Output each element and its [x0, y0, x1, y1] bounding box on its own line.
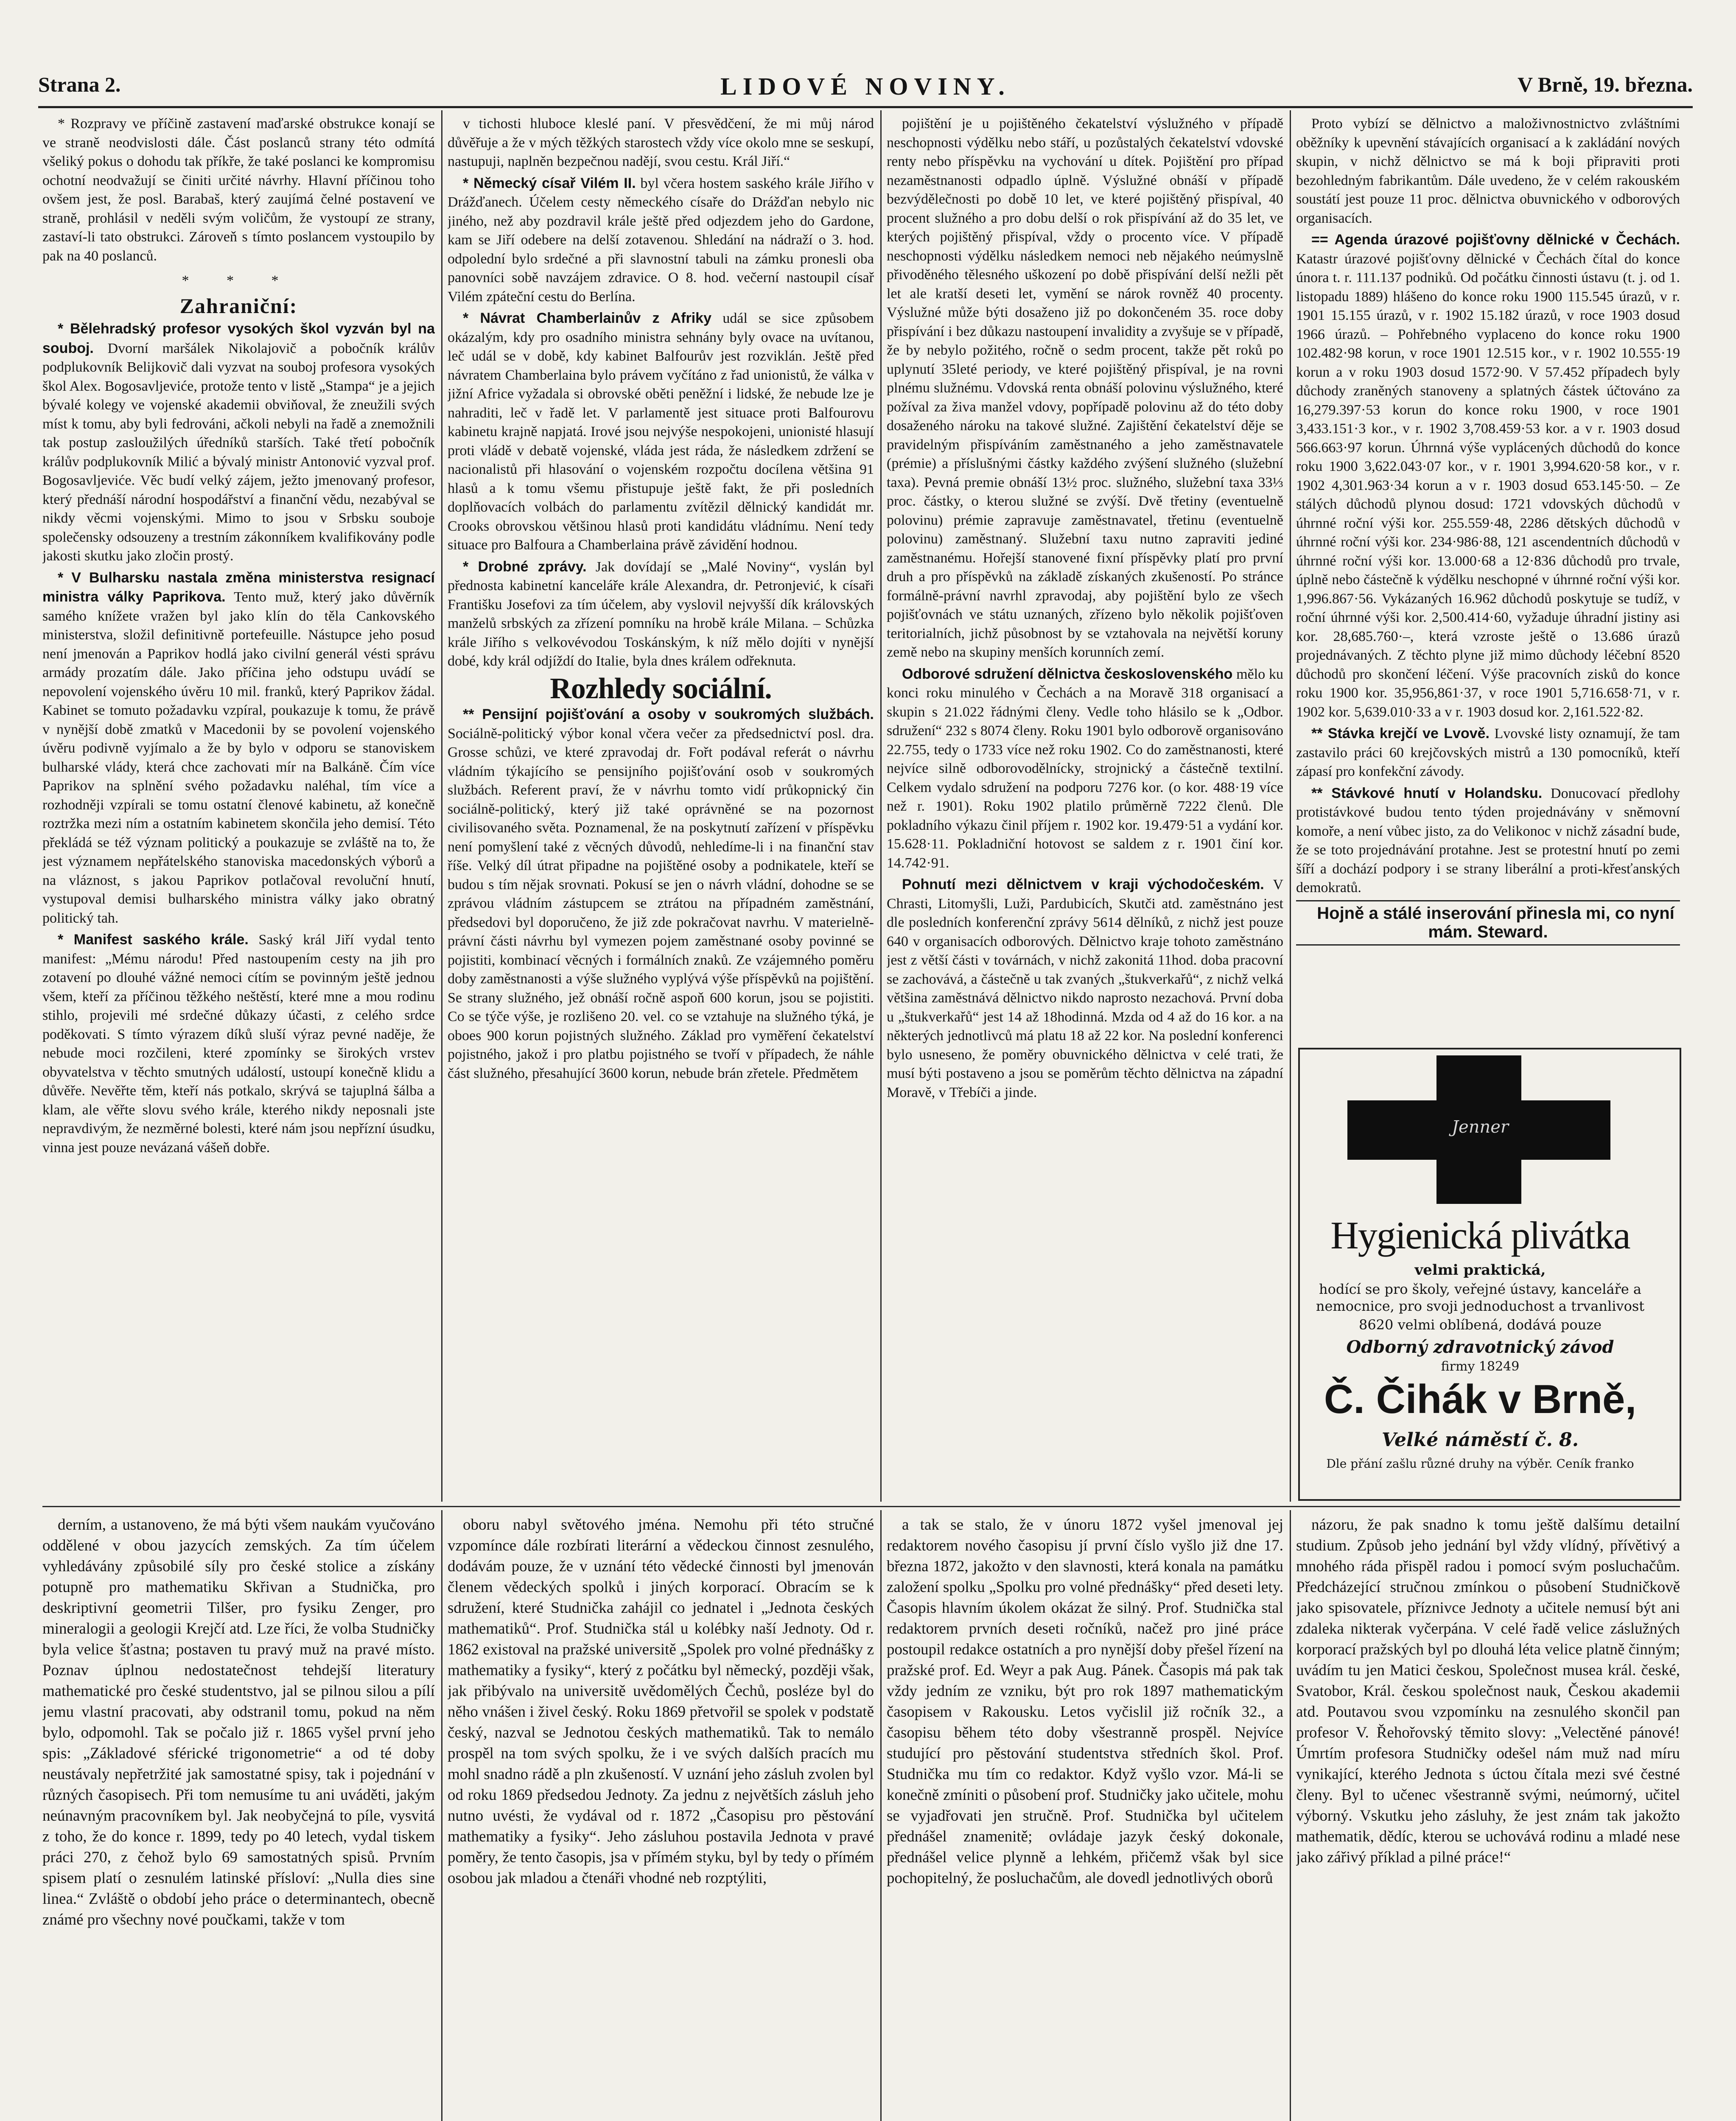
- article-heading: Pohnutí mezi dělnictvem v kraji východočeském.: [902, 876, 1264, 893]
- feuilleton-text: derním, a ustanoveno, že má býti všem naukám vyučováno oddělené v obou jazycích zemských. Za tím účelem vyhledávány způsobilé síly pro české stolice a získány potupně pro mathematiku Skřivan a Studnička, pro deskriptivní geometrii Tilšer, pro fysiku Zenger, pro mineralogii a geologii Krejčí atd. Lze říci, že volba Studničky byla velice šťastna; postaven tu pravý muž na pravé místo. Poznav úplnou nedostatečnost tehdejší literatury mathematické pro české studentstvo, jal se pilnou silou a pílí jemu vlastní pracovati, aby odstranil tomu, pokud na něm bylo, odpomohl. Tak se počalo již r. 1865 vyšel první jeho spis: „Základové sférické trigonometrie“ a od té doby neustávaly nepřetržité jak samostatné spisy, tak i pojednání v různých časopisech. Při tom nemusíme tu ani uváděti, jakým neúnavným pracovníkem byl. Jak neobyčejná to píle, vysvitá z toho, že do konce r. 1899, tedy po 40 letech, vydal tiskem práci 270, z čehož bylo 69 samostatných spisů. Prvním spisem platí o zesnulém latinské přísloví: „Nulla dies sine linea.“ Zvláště o období jeho práce o determinantech, obecně známé pro všechny nové poučkami, takže v tom: [42, 1516, 435, 1928]
- article-body: Saský král Jiří vydal tento manifest: „Mému národu! Před nastoupením cesty na jih pro zotavení po dlouhé vážné nemoci cítím se povinným ještě jednou všem, kteří za příčinou těžkého neštěstí, které mne a mou rodinu stihlo, projevili mé srdečné důkazy účasti, z celého srdce poděkovati. S tímto výrazem díků sluší výraz pevné naděje, že nebude moci rozčileni, které zpomínky se širokých vrstev obyvatelstva v těchto smutných událostí, ustoupí konečně klidu a důvěře. Nevěřte těm, kteří nás potkalo, skrývá se tajuplná šálba a klam, ale věřte slovu svého krále, kterého nikdy neposnali jste nepravdivým, že nezměrné bolesti, které nám jsou nepřízní úsudku, vinna jest pouze nevázaná vášeň dobře.: [42, 932, 435, 1156]
- article-heading: ** Stávka krejčí ve Lvově.: [1311, 725, 1490, 742]
- article-heading: == Agenda úrazové pojišťovny dělnické v Čechách.: [1311, 232, 1680, 248]
- article-pension-cont: pojištění je u pojištěného čekatelství výslužného v případě neschopnosti výdělku nebo stáří, u pozůstalých čekatelství vdovské renty nebo příspěvku na vychování u dítek. Pojištění pro případ nezaměstnanosti odpadlo úplně. Výslužné obnáší v případě bezvýdělečnosti po době 10 let, ve které pojištěný přispíval, 40 procent služného a pro dobu delší o rok přispívání až do 35 let, ve kterých pojištěný přispíval, vždy o procento více. V případě neschopnosti výdělku následkem nemoci neb nějakého neúmyslně přivoděného tělesného uškození po době přispívání delší nežli pět let ale kratší deseti let, vymění se nárok rovněž 40 procenty. Výslužné může býti dosaženo již po dokončeném 35. roce doby přispívání i bez důkazu nastoupení invalidity a zvyšuje se v případě, že by nebylo požitého, ročně o sedm procent, takže pět roků po uplynutí 35leté periody, ve které pojištěný přispíval, je na rovni plnému služnému. Vdovská renta obnáší polovinu výslužného, které požíval za živa manžel vdovy, popřípadě polovinu až do této doby dosaženého nároku na takové služné. Zajištění čekatelství děje se pravidelným přispíváním zaměstnaného a jeho zaměstnavatele (prémie) a příslušnými částky každého zvýšení služného (služební taxa). Pevná premie obnáší 13½ proc. služného, služební taxa 33⅓ proc. částky, o kterou služné se zvýší. Dvě třetiny (eventuelně polovinu) prémie zapravuje zaměstnavatel, třetinu (eventuelně polovinu) zaměstnaný. Služební taxu nutno zapraviti jediné zaměstnanému. Hořejší stanovené fixní příspěvky platí pro první druh a pro příspěvků na základě získaných zkušeností. Po stránce formálně-právní navrhl zpravodaj, aby pojištění bylo ze všech pojišťovnách ve státu uznaných, zřízeno bylo několik pojišťoven teritorialních, jichž působnost by se vztahovala na největší koruny země nebo na skupiny menších korunních zemí.: [887, 116, 1283, 660]
- article-lviv-strike: [1296, 724, 1680, 781]
- advert-line: 8620 velmi oblíbená, dodává pouze: [1358, 1317, 1602, 1333]
- column-rule: [880, 110, 882, 1502]
- advert-line: velmi praktická,: [1414, 1262, 1546, 1279]
- article-accident-insurance: [1296, 230, 1680, 722]
- advert-line: firmy 18249: [1441, 1359, 1520, 1374]
- advert-firm: Č. Čihák v Brně,: [1324, 1377, 1637, 1422]
- article-chamberlain: [448, 309, 874, 555]
- advert-line: hodící se pro školy, veřejné ústavy, kanceláře a nemocnice, pro svoji jednoduchost a trvanlivost: [1316, 1281, 1645, 1314]
- advert-spittoon: [1298, 1048, 1681, 1501]
- feuilleton-text: názoru, že pak snadno k tomu ještě dalšímu detailní studium. Způsob jeho jednání byl vždy vlídný, přívětivý a mnohého ráda přispěl radou i pomocí svým posluchačům. Předcházející stručnou zmínkou o působení Studničkově jako spisovatele, příznivce Jednoty a učitele nemusí být ani zdaleka nikterak vyčerpána. V celé řadě velice záslužných korporací pražských byl po dlouhá léta velice platně činným; uvádím tu jen Matici českou, Společnost musea král. české, Svatobor, Král. českou společnost nauk, Českou akademii atd. Poutavou svou vzpomínku na zesnulého skončil pan profesor V. Řehořovský těmito slovy: „Velectěné pánové! Úmrtím profesora Studničky odešel nám muž nad míru vynikající, kterého Jednota s úctou čítala mezi své čestné členy. Byl to učenec všestranně svými, neúmorný, učitel výborný. Vskutku jeho zásluhy, že jest znám tak jakožto mathematik, dědíc, kterou se uchovává rodinu a mladé nese jako zářivý příklad a pilné práce!“: [1296, 1516, 1680, 1866]
- column-rule: [441, 1510, 442, 2121]
- column-rule: [441, 110, 442, 1502]
- article-body: Dvorní maršálek Nikolajovič a pobočník králův podplukovník Belijkovič dali vyzvat na souboj profesora vysokých škol Alex. Bogosavljeviće, protože tento v listě „Stampa“ je a jejich bývalé kolegy ve vojenské akademii obviňoval, že zneužili svých míst k tomu, aby byli fedrováni, ačkoli nebyli na řadě a znemožnili tak postup zasloužilých úředníků starších. Také třetí pobočník králův podplukovník Milić a bývalý ministr Antonović vyzval prof. Bogosavljeviće. Věc budí velký zájem, ježto jmenovaný profesor, který přednáší národní hospodářství a finanční vědu, nezabýval se nikdy věcmi vojenskými. Mimo to jsou v Srbsku souboje společensky odsouzeny a trestním zákonníkem kvalifikovány podle jakosti skutku jako zločin prostý.: [42, 340, 435, 564]
- article-body: Sociálně-politický výbor konal včera večer za předsednictví posl. dra. Grosse schůzi, ve které zpravodaj dr. Fořt podával referát o návrhu vládním týkajícího se pensijního pojišťování osob v soukromých službách. Referent praví, že v návrhu tomto vidí průkopnický čin sociálně-politický, který již také oprávněné se na pozornost civilisovaného světa. Poznamenal, že na poskytnutí zařízení v příspěvku není pomyšlení také z věcných důvodů, nehledíme-li i na finanční stav říše. Velký díl útrat připadne na pojištěné osoby a podnikatele, kteří se budou s tím nějak srovnati. Pokusí se jen o návrh vládní, dohodne se se zprávou vládním zástupcem se ztrátou na případném zaměstnání, předsedovi byl doporučeno, že již zde pokračovat navrhu. V materielně-právní části návrhu byl vymezen pojem zaměstnané osoby povinné se pojistiti, kombinací věcných i formálních znaků. Ze vzájemného poměru doby zaměstnanosti a výše služného vyplývá výše příspěvků na pojištění. Se strany služného, jež obnáší ročně aspoň 600 korun, jsou se pojistiti. Co se týče výše, je rozlišeno 20. vel. co se vztahuje na služného týká, je oboes 900 korun pojistných služného. Základ pro vyměření čekatelství pojistného, jakož i pro platbu pojistného se tvoří v případech, že náhle část služného, přesahující 3600 korun, nebude brán zřetele. Předmětem: [448, 725, 874, 1081]
- article-body: Donucovací předlohy protistávkové budou tento týden projednávány v sněmovní komoře, a není vůbec jisto, za do Velikonoc v nichž zásadní bude, že se toto projednávání protahne. Jest se protestní hnutí po zemi šíří a dochází podpory i se strany liberální a proti-křesťanských demokratů.: [1296, 785, 1680, 895]
- bottom-column-1: [42, 1514, 435, 2121]
- article-body: mělo ku konci roku minulého v Čechách a na Moravě 318 organisací a skupin s 21.022 řádnými členy. Vedle toho hlásilo se k „Odbor. sdružení“ 232 s 8074 členy. Roku 1901 bylo odborově organisováno 22.755, tedy o 1733 více než roku 1902. Co do zaměstnanosti, které nejvíce silně odborovodělnícky, strojnický a částečně textilní. Celkem vydalo sdružení na podporu 7276 kor. (o kor. 488·19 více než r. 1901). Roku 1902 platilo průměrně 7222 členů. Dle pokladního výkazu činil příjem r. 1902 kor. 19.479·51 a vydání kor. 15.628·11. Pokladniční hotovost se saldem z r. 1901 činí kor. 14.742·91.: [887, 666, 1283, 871]
- advert-brand-mark: Jenner: [1451, 1117, 1509, 1137]
- column-3: [887, 115, 1283, 1497]
- feuilleton-text: a tak se stalo, že v únoru 1872 vyšel jmenoval jej redaktorem nového časopisu jí první číslo vyšlo již dne 17. března 1872, jakožto v den slavnosti, která konala na památku založení spolku „Spolku pro volné přednášky“ před deseti lety. Časopis hlavním úkolem okázat že silný. Prof. Studnička stal redaktorem prvních deseti ročníků, načež pro jiné práce postoupil redakce ostatních a pro nynější doby přešel řízení na pražské prof. Ed. Weyr a pak Aug. Pánek. Časopis má pak tak vždy jedním ze vzniku, být pro rok 1897 mathematickým časopisem v Rakousku. Letos vyčislil již ročník 32., a časopisu během této doby všestranně prospěl. Nejvíce studující pro pěstování studentstva středních škol. Prof. Studnička mu tím co redaktor. Když vyšlo vzor. Má-li se konečně zmíniti o působení prof. Studničky jako učitele, mohu se vyjadřovati jen stručně. Prof. Studnička byl učitelem přednášel znamenitě; ovládaje jazyk český dokonale, přednášel velice plynně a lehkém, přičemž však byl sice pochopitelný, že posluchačům, ale dovedl jednotlivých oborů: [887, 1516, 1283, 1887]
- article-holland-strike: [1296, 784, 1680, 898]
- column-rule: [880, 1510, 882, 2121]
- article-heading: * Bělehradský profesor vysokých škol vyzván byl na souboj.: [42, 321, 435, 356]
- advert-slogan: Hojně a stálé inserování přinesla mi, co nyní mám. Steward.: [1296, 900, 1680, 946]
- advert-footer: Dle přání zašlu různé druhy na výběr. Ceník franko: [1326, 1457, 1634, 1471]
- section-divider-line: [42, 1506, 1680, 1507]
- article-east-bohemia: [887, 875, 1283, 1102]
- article-heading: * Návrat Chamberlainův z Afriky: [463, 310, 711, 326]
- article-saxon-manifest: [42, 930, 435, 1157]
- article-pension: [448, 705, 874, 1083]
- article-short-news: [448, 557, 874, 671]
- section-heading-foreign: Zahraniční:: [179, 294, 298, 318]
- article-bulgaria: [42, 568, 435, 928]
- article-heading: * Drobné zprávy.: [463, 558, 587, 575]
- feuilleton-text: oboru nabyl světového jména. Nemohu při této stručné vzpomínce dále rozbírati literární a vědeckou činnost zesnulého, dodávám pouze, že v uznání této vědecké činnosti byl jmenován členem vědeckých spolků i jiných korporací. Obracím se k sdružení, které Studnička zahájil co jednatel i „Jednota českých mathematiků“. Prof. Studnička stál u kolébky naší Jednoty. Od r. 1862 existoval na pražské universitě „Spolek pro volné přednášky z mathematiky a fysiky“, který z počátku byl německý, později však, jak přibývalo na universitě uvědomělých Čechů, posléze byl do něho vnášen i živel český. Roku 1869 přetvořil se spolek v podstatě český, nazval se Jednotou českých mathematiků. Tak to nemálo prospěl na tom svých spolku, že i ve svých dalších pracích mu mohl snadno rádě a pln zkušeností. V uznání jeho zásluh zvolen byl od roku 1869 předsedou Jednoty. Za jednu z největších zásluh jeho nutno uvésti, že vydával od r. 1872 „Časopisu pro pěstování mathematiky a fysiky“. Jeho zásluhou postavila Jednota v pravé poměry, že tento časopis, jsa v přímém styku, byl by tedy o přímém osobou jak mladou a čtenáři vhodné neb rozptýliti,: [448, 1516, 874, 1887]
- article-body: Jak dovídají se „Malé Noviny“, vyslán byl přednosta kabinetní kanceláře krále Alexandra, dr. Petronjević, k císaři Františku Josefovi za tím účelem, aby vyslovil nejvyšší dík královských manželů srbských za zřízení pomníku na hrobě krále Milana. – Schůzka krále Jiřího s velkovévodou Toskánským, k níž mělo dojíti v nynější dobé, kdy král odjíždí do Italie, byla dnes králem odřeknuta.: [448, 559, 874, 669]
- issue-date: V Brně, 19. března.: [1518, 73, 1693, 96]
- column-rule: [1290, 1510, 1291, 2121]
- page-header: [38, 68, 1693, 108]
- article-body: byl včera hostem saského krále Jiřího v Drážďanech. Účelem cesty německého císaře do Drážďan nebylo nic jiného, než aby pozdravil krále ještě před odjezdem jeho do Gardone, kam se Jiří odebere na delší zotavenou. Shledání na nádraží o 3. hod. odpolední bylo srdečné a při slavnostní tabuli na zámku pronesli oba panovníci sobě navzájem zdravice. O 8. hod. večerní nastoupil císař Vilém zpáteční cestu do Berlína.: [448, 175, 874, 305]
- article-body: Lvovské listy oznamují, že tam zastavilo práci 60 krejčovských mistrů a 130 pomocníků, kteří zápasí pro konfekční závody.: [1296, 726, 1680, 779]
- article-kaiser: [448, 174, 874, 307]
- page-number: Strana 2.: [38, 73, 121, 96]
- article-union: [887, 665, 1283, 873]
- section-heading-social: Rozhledy sociální.: [550, 672, 772, 705]
- article-shoemakers: Proto vybízí se dělnictvo a maloživnostnictvo zvláštními oběžníky k upevnění stávajících organisací a k zakládání nových skupin, v nichž dělnictvo se má k boji připraviti proti bezohledným fabrikantům. Dále uvedeno, že v celém rakouském soustátí jest pouze 11 proc. dělnictva obuvnického v odborových organisacích.: [1296, 116, 1680, 226]
- advert-headline: Hygienická plivátka: [1330, 1214, 1630, 1257]
- article-body: Katastr úrazové pojišťovny dělnické v Čechách čítal do konce února t. r. 111.137 podniků. Od počátku činnosti ústavu (t. j. od 1. listopadu 1889) hlášeno do konce roku 1900 115.545 úrazů, v r. 1901 15.155 úrazů, v r. 1902 15.182 úrazů, v roce 1903 dosud 1966 úrazů. – Pohřebného vyplaceno do konce roku 1900 102.482·98 korun, v roce 1901 12.515 kor., v r. 1902 10.555·19 korun a v roku 1903 dosud 1572·90. V 57.452 případech byly důchody zraněných stanoveny a splatných částek účtováno za 16,279.397·53 korun do konce roku 1900, v roce 1901 3,433.151·3 kor., v r. 1902 3,708.459·53 kor. a v r. 1903 dosud 566.663·97 korun. Úhrnná výše vyplácených důchodů do konce roku 1900 3,622.043·07 kor., v r. 1901 3,994.620·58 kor., v r. 1902 4,301.963·34 korun a v r. 1903 dosud 653.145·50. – Ze stálých důchodů plynou dosud: 1721 vdovských důchodů v úhrnné roční výši kor. 255.559·48, 2286 dětských důchodů v úhrnné roční výši kor. 234·986·88, 121 ascendentních důchodů v úhrnné roční výši kor. 13.000·68 a 12·836 důchodů pro trvale, úplně nebo částečně k výdělku neschopné v úhrnné roční výši kor. 1,996.867·56. Vykázaných 16.962 důchodů poskytuje se tudíž, v roční úhrnné výši kor. 2,500.414·60, vyžaduje úhradní jistiny asi kor. 28,685.760·–, která vzroste ještě o 13.686 úrazů projednávaných. Z těchto plyne již mimo důchody léčební 8520 důchodů pro skončení léčení. Výše pracovních zisků do konce roku 1900 kor. 35,956,861·37, v roce 1901 5,716.658·71, v r. 1902 kor. 5,639.010·33 a v r. 1903 dosud kor. 2,161.522·82.: [1296, 251, 1680, 720]
- article-heading: * Manifest saského krále.: [58, 932, 249, 948]
- article-heading: ** Stávkové hnutí v Holandsku.: [1311, 785, 1543, 801]
- bottom-column-4: [1296, 1514, 1680, 2121]
- masthead-title: LIDOVÉ NOVINY.: [720, 73, 1011, 100]
- column-2: [448, 115, 874, 1497]
- article-heading: ** Pensijní pojišťování a osoby v soukromých službách.: [463, 706, 874, 722]
- bottom-column-2: [448, 1514, 874, 2121]
- article-saxon-manifest-cont: v tichosti hluboce kleslé paní. V přesvědčení, že mi můj národ důvěřuje a že v mých těžkých starostech vždy více okolo mne se seskupí, nastupuji, naplněn bezpečnou nadějí, svou cestu. Král Jiří.“: [448, 116, 874, 169]
- article-heading: Odborové sdružení dělnictva československého: [902, 666, 1233, 682]
- article-belgrade: [42, 319, 435, 566]
- bottom-column-3: [887, 1514, 1283, 2121]
- section-divider: * * *: [182, 273, 296, 288]
- article-body: Tento muž, který jako důvěrník samého knížete vražen byl jako klín do těla Cankovského ministerstva, složil definitivně portefeuille. Nástupce jeho posud není jmenován a Paprikov hodlá jako civilní generál vésti správu armády prozatím dále. Jako příčina jeho odstupu uvádí se nepovolení vojenského úvěru 10 mil. franků, který Paprikov žádal. Kabinet se tomuto požadavku vzpíral, poukazuje k tomu, že právě v nynější době zmatků v Macedonii by se povolení vojenského úvěru podivně vyjímalo a že by bylo v odporu se stanoviskem bulharské vlády, která chce zachovati mír na Balkáně. Čím více Paprikov na splnění svého požadavku naléhal, tím více a rozhodněji vzpírali se tomu ostatní členové kabinetu, až konečně roztržka mezi ním a ostatním kabinetem skončila jeho demisí. Této překládá se též význam politický a poukazuje se zvláště na to, že jest významem nepřátelského stanoviska macedonských výborů a na vláznost, s jakou Paprikov potlačoval revoluční hnutí, vystupoval demisi bulharského ministra války jako obratný politický tah.: [42, 589, 435, 926]
- article-body: V Chrasti, Litomyšli, Luži, Pardubicích, Skutči atd. zaměstnáno jest dle posledních konferenční zprávy 5614 dělníků, z nichž jest pouze 640 v organisacích odborových. Dělnictvo kraje tohoto zaměstnáno jest z větší části v továrnách, v nichž zakonitá 11hod. doba pracovní se zachovává, a částečně u tak zvaných „štukverkařů“, z nichž velká většina zaměstnává dělnictvo nikdo naprosto nezachová. První doba u „štukverkařů“ jest 14 až 18hodinná. Mzda od 4 až do 16 kor. a na některých jednotlivců má platu 18 až 22 kor. Na poslední konferenci bylo usneseno, že poměry obuvnického dělnictva v celé trati, že musí býti postaveno a jsou se poměrům těchto dělnictva na západní Moravě, v Třebíči a jinde.: [887, 877, 1283, 1100]
- article-heading: * V Bulharsku nastala změna ministerstva resignací ministra války Paprikova.: [42, 569, 435, 605]
- column-1: [42, 115, 435, 1497]
- article-heading: * Německý císař Vilém II.: [463, 175, 636, 191]
- column-4: [1296, 115, 1680, 1048]
- advert-address: Velké náměstí č. 8.: [1381, 1429, 1579, 1451]
- article-body: udál se sice způsobem okázalým, kdy pro osadního ministra sehnány byly ovace na uvítanou, leč udál se v době, kdy kabinet Balfourův jest rozviklán. Ještě před návratem Chamberlaina bylo právem vyčítáno z řad unionistů, že válka v jižní Africe vyžadala si obrovské oběti peněžní i lidské, že nebude lze je nahraditi, leč v řadě let. V parlamentě jest situace proti Balfourovu kabinetu krajně napjatá. Irové jsou nejvýše nespokojeni, unionisté hlasují proti vládě v debatě vojenské, vláda jest ráda, že následkem zdržení se nacionalistů při hlasování o vojenském rozpočtu docílena většina 91 hlasů a k tomu všemu přistupuje ještě fakt, že při posledních doplňovacích volbách do parlamentu zvítězil dělnický kandidát mr. Crooks obrovskou většinou hlasů proti kandidátu vládnímu. Není tedy situace pro Balfoura a Chamberlaina právě závidění hodnou.: [448, 311, 874, 553]
- advert-line: Odborný zdravotnický závod: [1346, 1337, 1614, 1357]
- column-rule: [1290, 110, 1291, 1502]
- article-hungary: * Rozpravy ve příčině zastavení maďarské obstrukce konají se ve straně neodvislosti dále. Část poslanců strany této odmítá všeliký pokus o dohodu tak příkře, že také poslanci ke kompromisu ochotní neodvažují se činiti určité návrhy. Hlavní příčinou toho ovšem jest, že posl. Barabaš, který zaujímá čelné postavení ve straně, prohlásil v neděli svým voličům, že vystoupí ze strany, zastaví-li tato obstrukci. Zároveň s tímto poslancem vystoupilo by pak na 40 poslanců.: [42, 116, 435, 264]
